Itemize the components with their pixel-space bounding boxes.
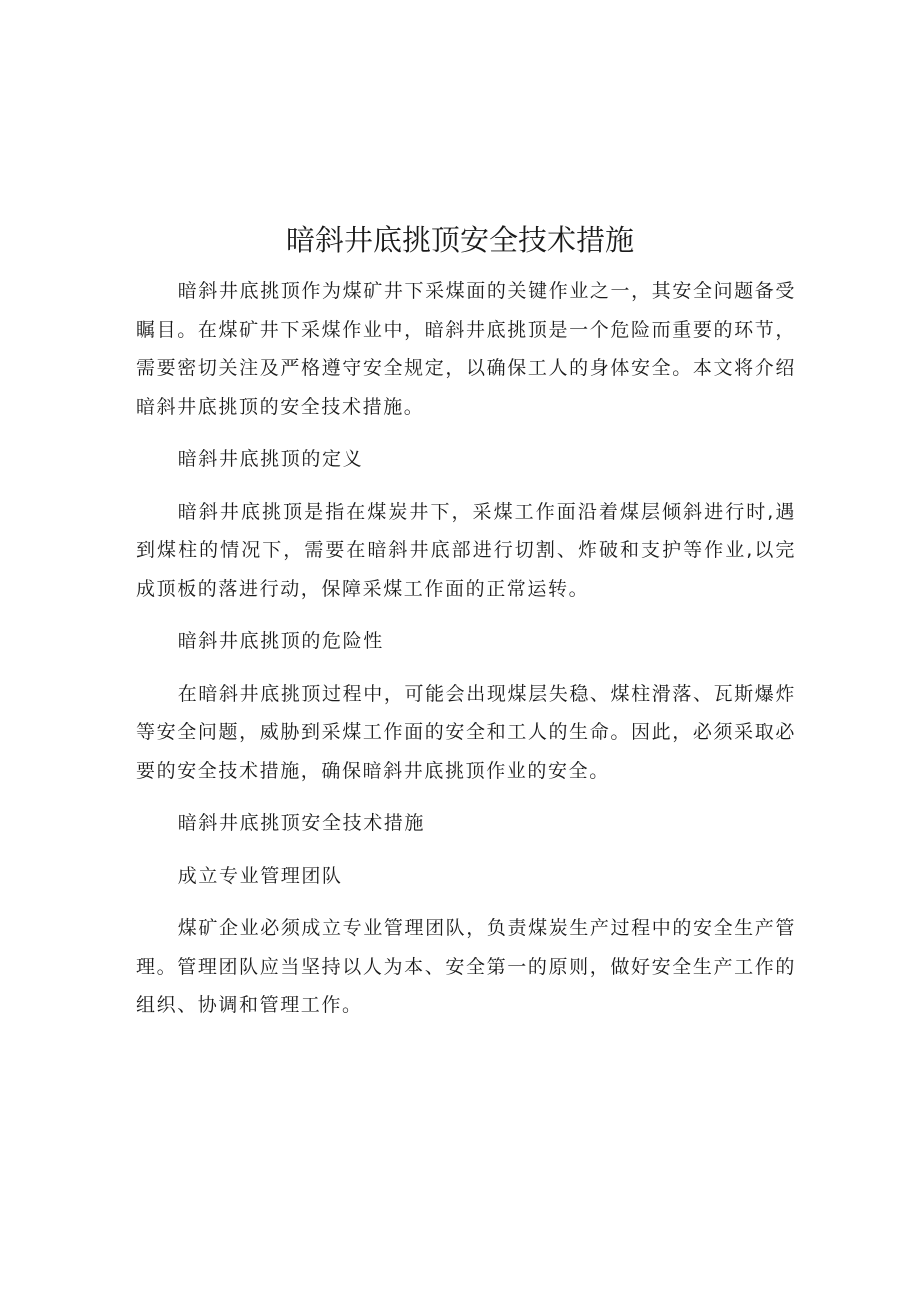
section-heading-measures: 暗斜井底挑顶安全技术措施 bbox=[177, 812, 425, 834]
section-heading-definition: 暗斜井底挑顶的定义 bbox=[177, 448, 364, 470]
intro-paragraph: 暗斜井底挑顶作为煤矿井下采煤面的关键作业之一，其安全问题备受瞩目。在煤矿井下采煤作业中，暗斜井底挑顶是一个危险而重要的环节，需要密切关注及严格遵守安全规定，以确保工人的身体安全。本文将介绍暗斜井底挑顶的安全技术措施。 bbox=[136, 280, 796, 418]
document-body bbox=[136, 272, 796, 1025]
subsection-heading-team: 成立专业管理团队 bbox=[177, 864, 343, 887]
danger-paragraph: 在暗斜井底挑顶过程中，可能会出现煤层失稳、煤柱滑落、瓦斯爆炸等安全问题，威胁到采煤工作面的安全和工人的生命。因此，必须采取必要的安全技术措施，确保暗斜井底挑顶作业的安全。 bbox=[136, 682, 796, 782]
section-heading-danger: 暗斜井底挑顶的危险性 bbox=[177, 630, 384, 652]
team-paragraph: 煤矿企业必须成立专业管理团队，负责煤炭生产过程中的安全生产管理。管理团队应当坚持以人为本、安全第一的原则，做好安全生产工作的组织、协调和管理工作。 bbox=[136, 917, 796, 1016]
definition-paragraph: 暗斜井底挑顶是指在煤炭井下，采煤工作面沿着煤层倾斜进行时,遇到煤柱的情况下，需要在暗斜井底部进行切割、炸破和支护等作业,以完成顶板的落进行动，保障采煤工作面的正常运转。 bbox=[136, 500, 796, 600]
document-title: 暗斜井底挑顶安全技术措施 bbox=[285, 223, 634, 257]
